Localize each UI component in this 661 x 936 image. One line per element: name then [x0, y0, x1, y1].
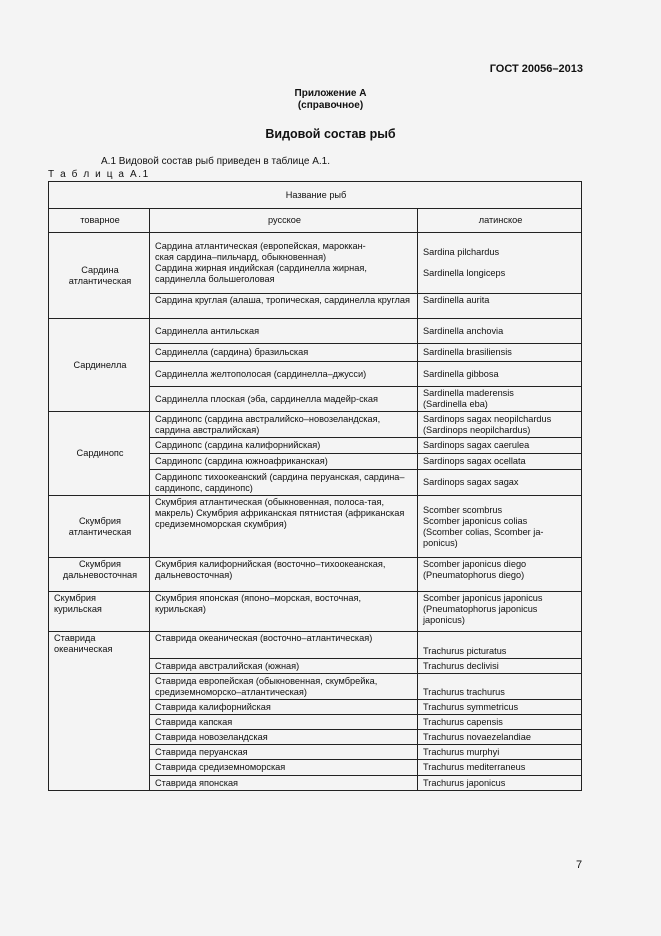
latin-name-cell: Sardinella brasiliensis	[418, 344, 582, 362]
latin-name-line: Scomber japonicus diego	[423, 559, 527, 569]
latin-name-line: Scomber scombrus	[423, 504, 503, 515]
table-row	[49, 233, 582, 294]
latin-name-line: Sardinops sagax neopilchardus	[423, 413, 552, 424]
latin-name-cell: Sardinella aurita	[418, 294, 582, 319]
latin-name-cell: Trachurus murphyi	[418, 745, 582, 760]
latin-name-line: (Pneumatophorus japonicus japonicus)	[423, 604, 538, 625]
latin-name-line: Sardina pilchardus	[423, 247, 500, 257]
header-russian-name: русское	[150, 209, 418, 233]
table-label: Т а б л и ц а А.1	[48, 169, 150, 180]
latin-name-cell	[418, 233, 582, 294]
russian-name-cell: Скумбрия атлантическая (обыкновенная, полоса-тая, макрель) Скумбрия африканская пятнистая (африканская средиземноморская скумбрия)	[150, 496, 418, 558]
latin-name-cell: Sardinella gibbosa	[418, 362, 582, 387]
latin-name-cell: Sardinops sagax sagax	[418, 470, 582, 496]
page-number: 7	[576, 859, 583, 871]
table-row	[49, 632, 582, 659]
russian-name-cell: Ставрида австралийская (южная)	[150, 659, 418, 674]
table-row	[49, 412, 582, 438]
russian-name-line: Сардина атлантическая (европейская, мароккан-	[155, 241, 366, 251]
russian-name-cell: Ставрида японская	[150, 776, 418, 791]
russian-name-cell: Ставрида европейская (обыкновенная, скумбрейка, средиземноморско–атлантическая)	[150, 674, 418, 700]
appendix-subtitle: (справочное)	[297, 100, 364, 111]
latin-name-cell: Trachurus mediterraneus	[418, 760, 582, 776]
russian-name-cell: Ставрида капская	[150, 715, 418, 730]
table-header-row	[49, 182, 582, 209]
latin-name-line: Scomber japonicus colias	[423, 515, 528, 526]
russian-name-line: Сардина жирная индийская (сардинелла жирная,	[155, 263, 367, 273]
latin-name-cell: Trachurus japonicus	[418, 776, 582, 791]
russian-name-cell: Сардинопс (сардина калифорнийская)	[150, 438, 418, 454]
russian-name-cell	[150, 233, 418, 294]
latin-name-cell: Trachurus declivisi	[418, 659, 582, 674]
russian-name-cell: Ставрида средиземноморская	[150, 760, 418, 776]
table-subheader-row	[49, 209, 582, 233]
table-row	[49, 592, 582, 632]
russian-name-cell: Ставрида калифорнийская	[150, 700, 418, 715]
table-row	[49, 558, 582, 592]
trade-name-cell: Скумбрия атлантическая	[49, 496, 150, 558]
latin-name-cell: Sardinops sagax caerulea	[418, 438, 582, 454]
trade-name-cell: Скумбрия дальневосточная	[49, 558, 150, 592]
russian-name-cell: Сардинелла плоская (эба, сардинелла мадейр-ская	[150, 387, 418, 412]
latin-name-cell	[418, 387, 582, 412]
trade-name-cell: Скумбрия курильская	[49, 592, 150, 632]
russian-name-cell: Ставрида океаническая (восточно–атлантическая)	[150, 632, 418, 659]
table-row	[49, 496, 582, 558]
russian-name-cell: Сардинопс (сардина южноафриканская)	[150, 454, 418, 470]
latin-name-cell	[418, 496, 582, 558]
russian-name-cell: Скумбрия калифорнийская (восточно–тихоокеанская, дальневосточная)	[150, 558, 418, 592]
header-trade-name: товарное	[49, 209, 150, 233]
trade-name-cell	[49, 632, 150, 791]
latin-name-line: (Sardinella eba)	[423, 399, 488, 409]
latin-name-cell: Trachurus capensis	[418, 715, 582, 730]
russian-name-line: ская сардина–пильчард, обыкновенная)	[155, 252, 327, 262]
russian-name-line: сардинелла большеголовая	[155, 274, 275, 284]
trade-name-cell: Сардинопс	[49, 412, 150, 496]
russian-name-cell: Ставрида перуанская	[150, 745, 418, 760]
latin-name-cell: Trachurus symmetricus	[418, 700, 582, 715]
latin-name-cell: Trachurus picturatus	[418, 632, 582, 659]
latin-name-line: Sardinella maderensis	[423, 388, 514, 398]
latin-name-line: Scomber japonicus japonicus	[423, 593, 543, 603]
latin-name-cell: Trachurus novaezelandiae	[418, 730, 582, 745]
russian-name-cell: Сардинелла антильская	[150, 319, 418, 344]
header-latin-name: латинское	[418, 209, 582, 233]
latin-name-cell: Trachurus trachurus	[418, 674, 582, 700]
latin-name-line: (Pneumatophorus diego)	[423, 570, 525, 580]
document-code: ГОСТ 20056–2013	[489, 63, 583, 75]
latin-name-line: (Sardinops neopilchardus)	[423, 424, 531, 435]
appendix-heading	[0, 88, 661, 112]
appendix-title: Приложение А	[294, 88, 367, 99]
latin-name-line: Sardinella longiceps	[423, 268, 506, 278]
latin-name-cell	[418, 412, 582, 438]
latin-name-line: (Scomber colias, Scomber ja-ponicus)	[423, 526, 544, 548]
latin-name-cell: Sardinella anchovia	[418, 319, 582, 344]
page-title: Видовой состав рыб	[265, 127, 396, 141]
latin-name-cell	[418, 592, 582, 632]
trade-name-text: Ставрида океаническая	[54, 633, 113, 654]
latin-name-cell: Sardinops sagax ocellata	[418, 454, 582, 470]
intro-paragraph: А.1 Видовой состав рыб приведен в таблице А.1.	[101, 156, 330, 167]
russian-name-cell: Сардинелла (сардина) бразильская	[150, 344, 418, 362]
russian-name-cell: Сардинопс тихоокеанский (сардина перуанская, сардина–сардинопс, сардинопс)	[150, 470, 418, 496]
russian-name-cell: Ставрида новозеландская	[150, 730, 418, 745]
species-table	[48, 181, 582, 791]
table-row	[49, 319, 582, 344]
latin-name-cell	[418, 558, 582, 592]
russian-name-cell: Сардина круглая (алаша, тропическая, сардинелла круглая	[150, 294, 418, 319]
russian-name-cell: Сардинопс (сардина австралийско–новозеландская, сардина австралийская)	[150, 412, 418, 438]
header-fish-names: Название рыб	[49, 182, 582, 209]
trade-name-cell: Сардинелла	[49, 319, 150, 412]
russian-name-cell: Сардинелла желтополосая (сардинелла–джусси)	[150, 362, 418, 387]
russian-name-cell: Скумбрия японская (японо–морская, восточная, курильская)	[150, 592, 418, 632]
trade-name-cell: Сардина атлантическая	[49, 233, 150, 319]
